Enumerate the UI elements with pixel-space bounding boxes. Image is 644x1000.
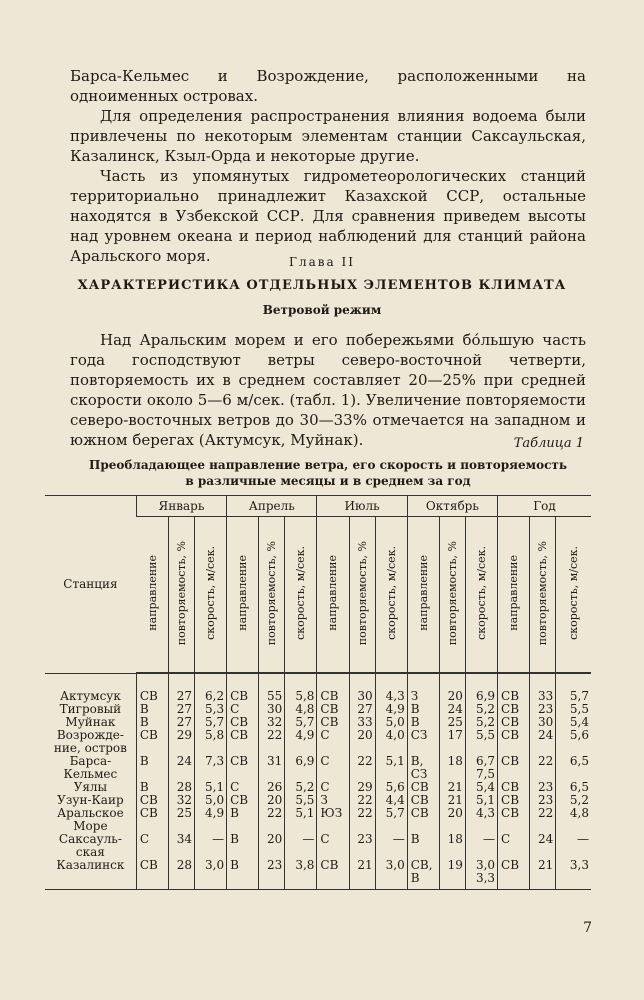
direction-cell: СВ (317, 716, 349, 729)
spacer-cell (349, 673, 375, 690)
speed-cell: 5,8 (195, 729, 227, 755)
speed-cell: — (375, 833, 407, 859)
sub-header-label: скорость, м/сек. (384, 546, 398, 640)
frequency-cell: 23 (259, 859, 285, 890)
speed-cell: 4,3 (375, 690, 407, 703)
paragraph-4: Над Аральским морем и его побережьями бо́льшую часть года господствуют ветры северо-восточной четверти, повторяемость их в среднем составляет 20—25% при средней скорости около 5—6 м/сек. (табл. 1). Увеличение повторяемости северо-восточных ветров до 30—33% отмечается на западном и южном берегах (Актумсук, Муйнак). (70, 331, 586, 449)
direction-cell: СЗ (407, 729, 439, 755)
section-subheading: Ветровой режим (262, 303, 382, 317)
speed-cell: 5,8 (285, 690, 317, 703)
spacer-cell (195, 673, 227, 690)
direction-cell: С (227, 781, 259, 794)
station-name: Аральское Море (57, 806, 124, 833)
speed-cell: 5,1 (285, 807, 317, 833)
frequency-cell: 21 (530, 859, 556, 890)
table-caption (70, 457, 586, 489)
table-label: Таблица 1 (513, 436, 584, 451)
frequency-cell: 20 (349, 729, 375, 755)
group-header-january: Январь (136, 496, 226, 517)
direction-cell: СВ (498, 703, 530, 716)
table-caption-line-2: в различные месяцы и в среднем за год (185, 474, 471, 488)
speed-cell: 5,2 (285, 781, 317, 794)
sub-header-label: скорость, м/сек. (474, 546, 488, 640)
speed-cell: 5,2 (465, 716, 497, 729)
station-name: Муйнак (65, 715, 116, 729)
direction-cell: С (227, 703, 259, 716)
sub-header-label: повторяемость, % (536, 540, 550, 646)
direction-cell: В (136, 703, 168, 716)
speed-cell: 5,7 (195, 716, 227, 729)
speed-cell: 5,3 (195, 703, 227, 716)
direction-cell: В (136, 755, 168, 781)
speed-cell: 4,9 (195, 807, 227, 833)
frequency-cell: 18 (439, 833, 465, 859)
frequency-cell: 21 (349, 859, 375, 890)
group-header-year: Год (498, 496, 591, 517)
sub-header (556, 517, 591, 674)
speed-cell: 5,2 (465, 703, 497, 716)
frequency-cell: 18 (439, 755, 465, 781)
direction-cell: СВ (407, 807, 439, 833)
sub-header-label: направление (416, 555, 430, 631)
speed-cell: 3,0 (375, 859, 407, 890)
station-name: Возрожде- ние, остров (53, 728, 127, 755)
frequency-cell: 31 (259, 755, 285, 781)
frequency-cell: 17 (439, 729, 465, 755)
sub-header-label: повторяемость, % (174, 540, 188, 646)
spacer-cell (439, 673, 465, 690)
group-header-july: Июль (317, 496, 407, 517)
direction-cell: С (317, 781, 349, 794)
direction-cell: С (317, 755, 349, 781)
direction-cell: СВ (407, 781, 439, 794)
table-row (45, 807, 591, 833)
frequency-cell: 33 (349, 716, 375, 729)
spacer-cell (285, 673, 317, 690)
frequency-cell: 24 (530, 729, 556, 755)
paragraph-1: Барса-Кельмес и Возрождение, расположенными на одноименных островах. (70, 67, 586, 105)
sub-header-label: направление (145, 555, 159, 631)
station-name: Уялы (73, 780, 108, 794)
frequency-cell: 29 (168, 729, 194, 755)
spacer-cell (317, 673, 349, 690)
table-row (45, 729, 591, 755)
direction-cell: СВ (498, 859, 530, 890)
paragraph-2: Для определения распространения влияния водоема были привлечены по некоторым элементам станции Саксаульская, Казалинск, Кзыл-Орда и некоторые другие. (70, 107, 586, 165)
direction-cell: В (227, 807, 259, 833)
direction-cell: СВ (227, 729, 259, 755)
frequency-cell: 20 (439, 690, 465, 703)
sub-header (195, 517, 227, 674)
speed-cell: 5,5 (285, 794, 317, 807)
table-row (45, 859, 591, 890)
frequency-cell: 33 (530, 690, 556, 703)
direction-cell: СВ (136, 859, 168, 890)
sub-header-label: повторяемость, % (445, 540, 459, 646)
spacer-cell (168, 673, 194, 690)
speed-cell: — (195, 833, 227, 859)
speed-cell: 4,8 (556, 807, 591, 833)
frequency-cell: 25 (168, 807, 194, 833)
speed-cell: 3,3 (556, 859, 591, 890)
speed-cell: 5,5 (465, 729, 497, 755)
speed-cell: 5,0 (375, 716, 407, 729)
spacer-cell (375, 673, 407, 690)
speed-cell: 5,6 (375, 781, 407, 794)
speed-cell: 6,2 (195, 690, 227, 703)
frequency-cell: 27 (349, 703, 375, 716)
frequency-cell: 30 (349, 690, 375, 703)
spacer-cell (556, 673, 591, 690)
frequency-cell: 29 (349, 781, 375, 794)
direction-cell: СВ (317, 690, 349, 703)
frequency-cell: 27 (168, 716, 194, 729)
station-name: Узун-Каир (57, 793, 124, 807)
frequency-cell: 23 (349, 833, 375, 859)
direction-cell: СВ (498, 729, 530, 755)
spacer-cell (227, 673, 259, 690)
speed-cell: 3,8 (285, 859, 317, 890)
station-name: Барса- Кельмес (63, 754, 118, 781)
speed-cell: 7,3 (195, 755, 227, 781)
sub-header (227, 517, 259, 674)
speed-cell: 5,4 (465, 781, 497, 794)
speed-cell: 5,4 (556, 716, 591, 729)
spacer-cell (465, 673, 497, 690)
sub-header (498, 517, 530, 674)
sub-header-label: направление (507, 555, 521, 631)
section-heading: ХАРАКТЕРИСТИКА ОТДЕЛЬНЫХ ЭЛЕМЕНТОВ КЛИМАТА (77, 278, 567, 293)
frequency-cell: 22 (530, 755, 556, 781)
speed-cell: 5,2 (556, 794, 591, 807)
direction-cell: В (227, 859, 259, 890)
frequency-cell: 22 (259, 807, 285, 833)
direction-cell: В (136, 781, 168, 794)
wind-table (45, 495, 591, 890)
speed-cell: 4,8 (285, 703, 317, 716)
speed-cell: 5,6 (556, 729, 591, 755)
frequency-cell: 23 (530, 703, 556, 716)
sub-header-label: скорость, м/сек. (567, 546, 581, 640)
sub-header (530, 517, 556, 674)
speed-cell: 5,1 (465, 794, 497, 807)
table-spacer-row (45, 673, 591, 690)
frequency-cell: 22 (530, 807, 556, 833)
frequency-cell: 32 (259, 716, 285, 729)
speed-cell: 5,7 (375, 807, 407, 833)
speed-cell: 6,5 (556, 781, 591, 794)
speed-cell: 3,0 (195, 859, 227, 890)
sub-header-label: повторяемость, % (265, 540, 279, 646)
direction-cell: ЮЗ (317, 807, 349, 833)
direction-cell: СВ (136, 729, 168, 755)
sub-header (349, 517, 375, 674)
station-name: Саксауль- ская (58, 832, 122, 859)
direction-cell: В (136, 716, 168, 729)
table-row (45, 755, 591, 781)
direction-cell: СВ (498, 690, 530, 703)
table-row (45, 833, 591, 859)
frequency-cell: 22 (349, 794, 375, 807)
direction-cell: СВ (227, 690, 259, 703)
direction-cell: С (317, 729, 349, 755)
speed-cell: — (556, 833, 591, 859)
speed-cell: 5,0 (195, 794, 227, 807)
direction-cell: СВ (136, 807, 168, 833)
direction-cell: З (317, 794, 349, 807)
sub-header (168, 517, 194, 674)
speed-cell: 5,1 (375, 755, 407, 781)
direction-cell: З (407, 690, 439, 703)
direction-cell: СВ (227, 794, 259, 807)
frequency-cell: 22 (349, 807, 375, 833)
frequency-cell: 27 (168, 703, 194, 716)
sub-header (136, 517, 168, 674)
spacer-cell (259, 673, 285, 690)
station-name: Актумсук (59, 689, 121, 703)
direction-cell: В (407, 703, 439, 716)
speed-cell: 4,4 (375, 794, 407, 807)
frequency-cell: 32 (168, 794, 194, 807)
direction-cell: С (317, 833, 349, 859)
sub-header-label: направление (326, 555, 340, 631)
frequency-cell: 55 (259, 690, 285, 703)
sub-header (259, 517, 285, 674)
frequency-cell: 27 (168, 690, 194, 703)
frequency-cell: 22 (259, 729, 285, 755)
sub-header (375, 517, 407, 674)
sub-header-label: направление (236, 555, 250, 631)
frequency-cell: 24 (439, 703, 465, 716)
frequency-cell: 30 (259, 703, 285, 716)
frequency-cell: 24 (530, 833, 556, 859)
group-header-april: Апрель (227, 496, 317, 517)
sub-header (439, 517, 465, 674)
sub-header (285, 517, 317, 674)
direction-cell: СВ (227, 755, 259, 781)
direction-cell: СВ (498, 807, 530, 833)
direction-cell: СВ (227, 716, 259, 729)
direction-cell: СВ (136, 794, 168, 807)
speed-cell: — (285, 833, 317, 859)
direction-cell: В (227, 833, 259, 859)
direction-cell: СВ (407, 794, 439, 807)
spacer-cell (407, 673, 439, 690)
frequency-cell: 24 (168, 755, 194, 781)
sub-header (317, 517, 349, 674)
speed-cell: 5,7 (285, 716, 317, 729)
frequency-cell: 26 (259, 781, 285, 794)
frequency-cell: 28 (168, 781, 194, 794)
speed-cell: 5,1 (195, 781, 227, 794)
page-number: 7 (583, 920, 592, 936)
frequency-cell: 21 (439, 794, 465, 807)
speed-cell: 5,5 (556, 703, 591, 716)
speed-cell: 3,0 3,3 (465, 859, 497, 890)
station-header: Станция (45, 496, 136, 674)
chapter-title: Глава II (289, 255, 355, 269)
frequency-cell: 22 (349, 755, 375, 781)
frequency-cell: 28 (168, 859, 194, 890)
direction-cell: СВ (317, 859, 349, 890)
sub-header-label: скорость, м/сек. (294, 546, 308, 640)
station-name: Тигровый (59, 702, 122, 716)
direction-cell: С (136, 833, 168, 859)
group-header-october: Октябрь (407, 496, 497, 517)
frequency-cell: 23 (530, 794, 556, 807)
spacer-cell (45, 673, 136, 690)
frequency-cell: 23 (530, 781, 556, 794)
speed-cell: 4,0 (375, 729, 407, 755)
station-name: Казалинск (45, 859, 136, 890)
paragraph-3: Часть из упомянутых гидрометеорологических станций территориально принадлежит Казахской ССР, остальные находятся в Узбекской ССР. Для сравнения приведем высоты над уровнем океана и период наблюдений для станций района Аральского моря. (70, 167, 586, 265)
frequency-cell: 21 (439, 781, 465, 794)
frequency-cell: 20 (439, 807, 465, 833)
spacer-cell (498, 673, 530, 690)
direction-cell: С (498, 833, 530, 859)
sub-header (407, 517, 439, 674)
frequency-cell: 20 (259, 794, 285, 807)
direction-cell: СВ (136, 690, 168, 703)
speed-cell: 4,9 (285, 729, 317, 755)
frequency-cell: 30 (530, 716, 556, 729)
direction-cell: В, СЗ (407, 755, 439, 781)
speed-cell: 4,9 (375, 703, 407, 716)
frequency-cell: 19 (439, 859, 465, 890)
speed-cell: 5,7 (556, 690, 591, 703)
spacer-cell (530, 673, 556, 690)
direction-cell: СВ (498, 716, 530, 729)
frequency-cell: 34 (168, 833, 194, 859)
frequency-cell: 25 (439, 716, 465, 729)
direction-cell: СВ, В (407, 859, 439, 890)
speed-cell: 6,5 (556, 755, 591, 781)
direction-cell: СВ (498, 794, 530, 807)
spacer-cell (136, 673, 168, 690)
direction-cell: СВ (498, 755, 530, 781)
direction-cell: В (407, 716, 439, 729)
direction-cell: СВ (498, 781, 530, 794)
direction-cell: В (407, 833, 439, 859)
speed-cell: 6,7 7,5 (465, 755, 497, 781)
table-caption-line-1: Преобладающее направление ветра, его скорость и повторяемость (89, 458, 567, 472)
speed-cell: 4,3 (465, 807, 497, 833)
sub-header-label: скорость, м/сек. (204, 546, 218, 640)
direction-cell: СВ (317, 703, 349, 716)
sub-header-label: повторяемость, % (355, 540, 369, 646)
frequency-cell: 20 (259, 833, 285, 859)
speed-cell: — (465, 833, 497, 859)
sub-header (465, 517, 497, 674)
speed-cell: 6,9 (285, 755, 317, 781)
speed-cell: 6,9 (465, 690, 497, 703)
